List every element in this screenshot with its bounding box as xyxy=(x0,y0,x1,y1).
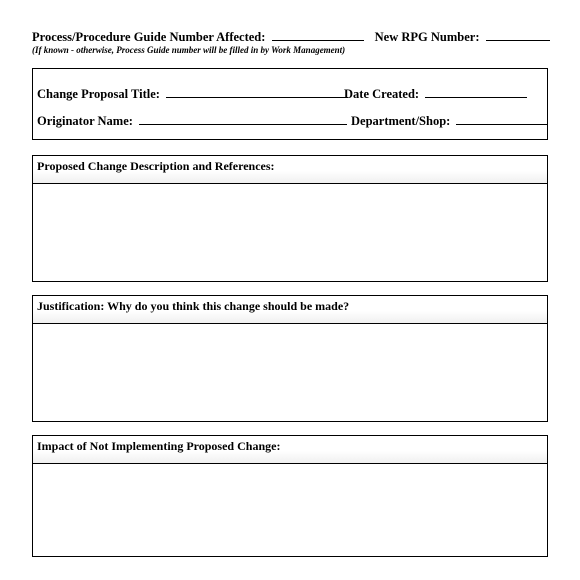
rpg-number-field[interactable] xyxy=(486,28,550,41)
description-text-area[interactable] xyxy=(33,184,547,280)
description-section xyxy=(32,155,548,282)
department-label: Department/Shop: xyxy=(351,114,451,128)
title-row xyxy=(37,85,348,102)
proposal-info-box xyxy=(32,68,548,140)
header-row xyxy=(32,28,552,44)
justification-heading: Justification: Why do you think this change should be made? xyxy=(33,296,547,324)
title-label: Change Proposal Title: xyxy=(37,87,160,101)
originator-row xyxy=(37,112,347,129)
date-row xyxy=(344,85,527,102)
rpg-number-label: New RPG Number: xyxy=(374,30,480,44)
date-label: Date Created: xyxy=(344,87,420,101)
justification-text-area[interactable] xyxy=(33,324,547,420)
guide-number-label: Process/Procedure Guide Number Affected: xyxy=(32,30,266,44)
impact-section xyxy=(32,435,548,557)
guide-number-field[interactable] xyxy=(272,28,364,41)
originator-label: Originator Name: xyxy=(37,114,133,128)
department-row xyxy=(351,112,548,129)
impact-heading: Impact of Not Implementing Proposed Change: xyxy=(33,436,547,464)
date-field[interactable] xyxy=(425,85,527,98)
form-header xyxy=(32,28,552,55)
header-note: (If known - otherwise, Process Guide number will be filled in by Work Management) xyxy=(32,45,346,55)
justification-section xyxy=(32,295,548,422)
description-heading: Proposed Change Description and References: xyxy=(33,156,547,184)
department-field[interactable] xyxy=(456,112,548,125)
originator-field[interactable] xyxy=(139,112,347,125)
title-field[interactable] xyxy=(166,85,348,98)
impact-text-area[interactable] xyxy=(33,464,547,555)
